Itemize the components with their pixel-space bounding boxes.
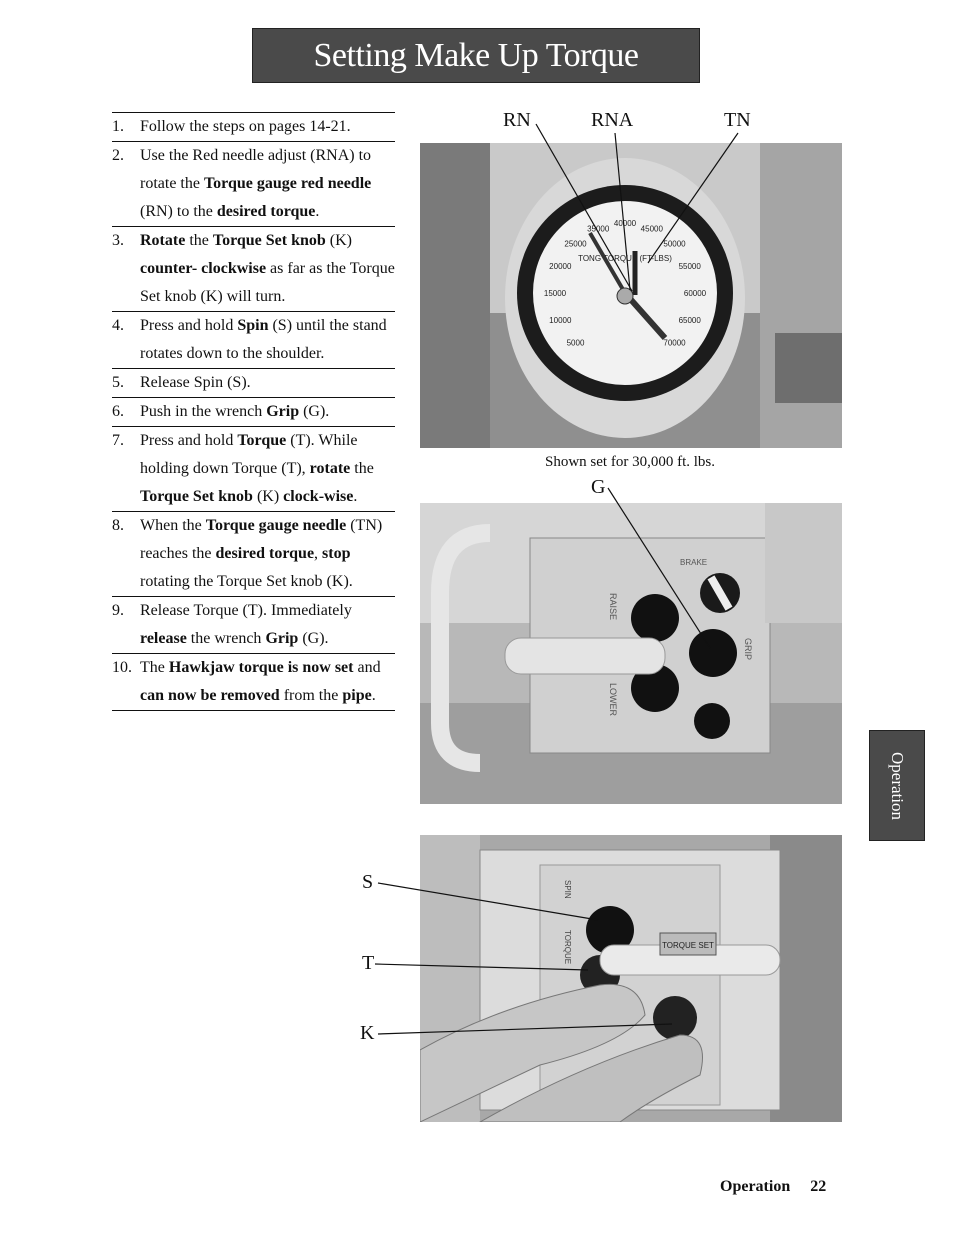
step-text: Spin (237, 317, 269, 334)
step-number: 7. (112, 432, 124, 449)
step-number: 4. (112, 317, 124, 334)
step-text: , (314, 545, 323, 562)
step-text: . (371, 687, 376, 704)
step-text: . (315, 203, 320, 220)
step-text: When the (140, 517, 206, 534)
gauge-tick-label: 55000 (678, 262, 701, 272)
step-text: (K) (325, 232, 353, 249)
spin-label: SPIN (563, 880, 572, 899)
step-text: the (185, 232, 213, 249)
step-text: The (140, 659, 169, 676)
gauge-tick-label: 20000 (549, 262, 572, 272)
step-text: . (353, 488, 358, 505)
step-text: desired torque (215, 545, 315, 562)
step-text: (RN) to the (140, 203, 217, 220)
label-tn: TN (724, 109, 751, 131)
label-s: S (362, 871, 374, 893)
step-text: counter- clockwise (140, 260, 267, 277)
step-text: the (350, 460, 374, 477)
step-text: Torque Set knob (212, 232, 326, 249)
step-text: stop (322, 545, 351, 562)
step-text: Release Spin (S). (140, 374, 251, 391)
step-text: rotating the Torque Set knob (K). (140, 573, 353, 590)
gauge-tick-label: 45000 (640, 224, 663, 234)
side-tab-label: Operation (888, 751, 908, 820)
step-text: (TN) reaches the (140, 517, 383, 562)
step-number: 3. (112, 232, 124, 249)
label-k: K (360, 1022, 375, 1044)
figure1-caption: Shown set for 30,000 ft. lbs. (545, 454, 715, 470)
label-t: T (362, 952, 375, 974)
step-text: Follow the steps on pages 14-21. (140, 118, 351, 135)
step-text: (K) (252, 488, 284, 505)
step-number: 5. (112, 374, 124, 391)
step-text: Use the Red needle adjust (RNA) to rotate the (140, 147, 372, 192)
step-text: can now be removed (140, 687, 280, 704)
step-text: rotate (309, 460, 351, 477)
step-text: Torque gauge red needle (203, 175, 372, 192)
gauge-tick-label: 10000 (549, 315, 572, 325)
gauge-tick-label: 70000 (663, 338, 686, 348)
step-text: Grip (265, 630, 299, 647)
section-side-tab[interactable] (869, 730, 925, 841)
gauge-tick-label: 50000 (663, 239, 686, 249)
gauge-tick-label: 65000 (678, 315, 701, 325)
step-number: 9. (112, 602, 124, 619)
lower-label: LOWER (608, 683, 618, 717)
label-g: G (591, 476, 606, 498)
label-rn: RN (503, 109, 531, 131)
step-text: Rotate (140, 232, 186, 249)
step-text: Push in the wrench (140, 403, 267, 420)
gauge-tick-label: 15000 (543, 289, 567, 298)
gauge-tick-label: 40000 (613, 219, 637, 228)
step-text: and (353, 659, 381, 676)
step-text: desired torque (216, 203, 316, 220)
step-text: the wrench (186, 630, 266, 647)
raise-label: RAISE (608, 593, 618, 621)
page-footer (720, 1178, 826, 1196)
step-number: 2. (112, 147, 124, 164)
step-text: release (140, 630, 187, 647)
gauge-tick-label: 5000 (566, 338, 585, 348)
step-text: Grip (266, 403, 300, 420)
step-text: (S) until the stand rotates down to the shoulder. (140, 317, 387, 362)
torque-label: TORQUE (563, 930, 572, 965)
gauge-text: TONG TORQUE (FT-LBS) (578, 254, 672, 263)
step-text: (G). (299, 403, 330, 420)
step-text: clock-wise (283, 488, 354, 505)
step-number: 1. (112, 118, 124, 135)
step-text: (T). While holding down Torque (T), (140, 432, 358, 477)
step-text: Torque gauge needle (205, 517, 347, 534)
label-rna: RNA (591, 109, 634, 131)
step-text: Torque (237, 432, 287, 449)
step-text: Release Torque (T). Immediately (140, 602, 352, 619)
gauge-tick-label: 25000 (564, 239, 587, 249)
step-text: as far as the Torque Set knob (K) will turn. (140, 260, 395, 305)
step-text: Hawkjaw torque is now set (168, 659, 354, 676)
step-text: Press and hold (140, 317, 238, 334)
footer-page-number: 22 (810, 1178, 827, 1195)
step-text: Torque Set knob (140, 488, 253, 505)
step-text: (G). (298, 630, 329, 647)
step-text: from the (279, 687, 343, 704)
gauge-tick-label: 35000 (587, 224, 610, 234)
step-text: pipe (342, 687, 372, 704)
step-number: 10. (112, 659, 132, 676)
grip-label: GRIP (743, 638, 753, 661)
step-number: 6. (112, 403, 124, 420)
gauge-tick-label: 60000 (683, 289, 707, 298)
step-number: 8. (112, 517, 124, 534)
step-text: Press and hold (140, 432, 238, 449)
torque-set-label: TORQUE SET (662, 941, 714, 950)
page-title: Setting Make Up Torque (313, 36, 639, 74)
brake-label: BRAKE (680, 558, 708, 567)
footer-section: Operation (720, 1178, 791, 1195)
